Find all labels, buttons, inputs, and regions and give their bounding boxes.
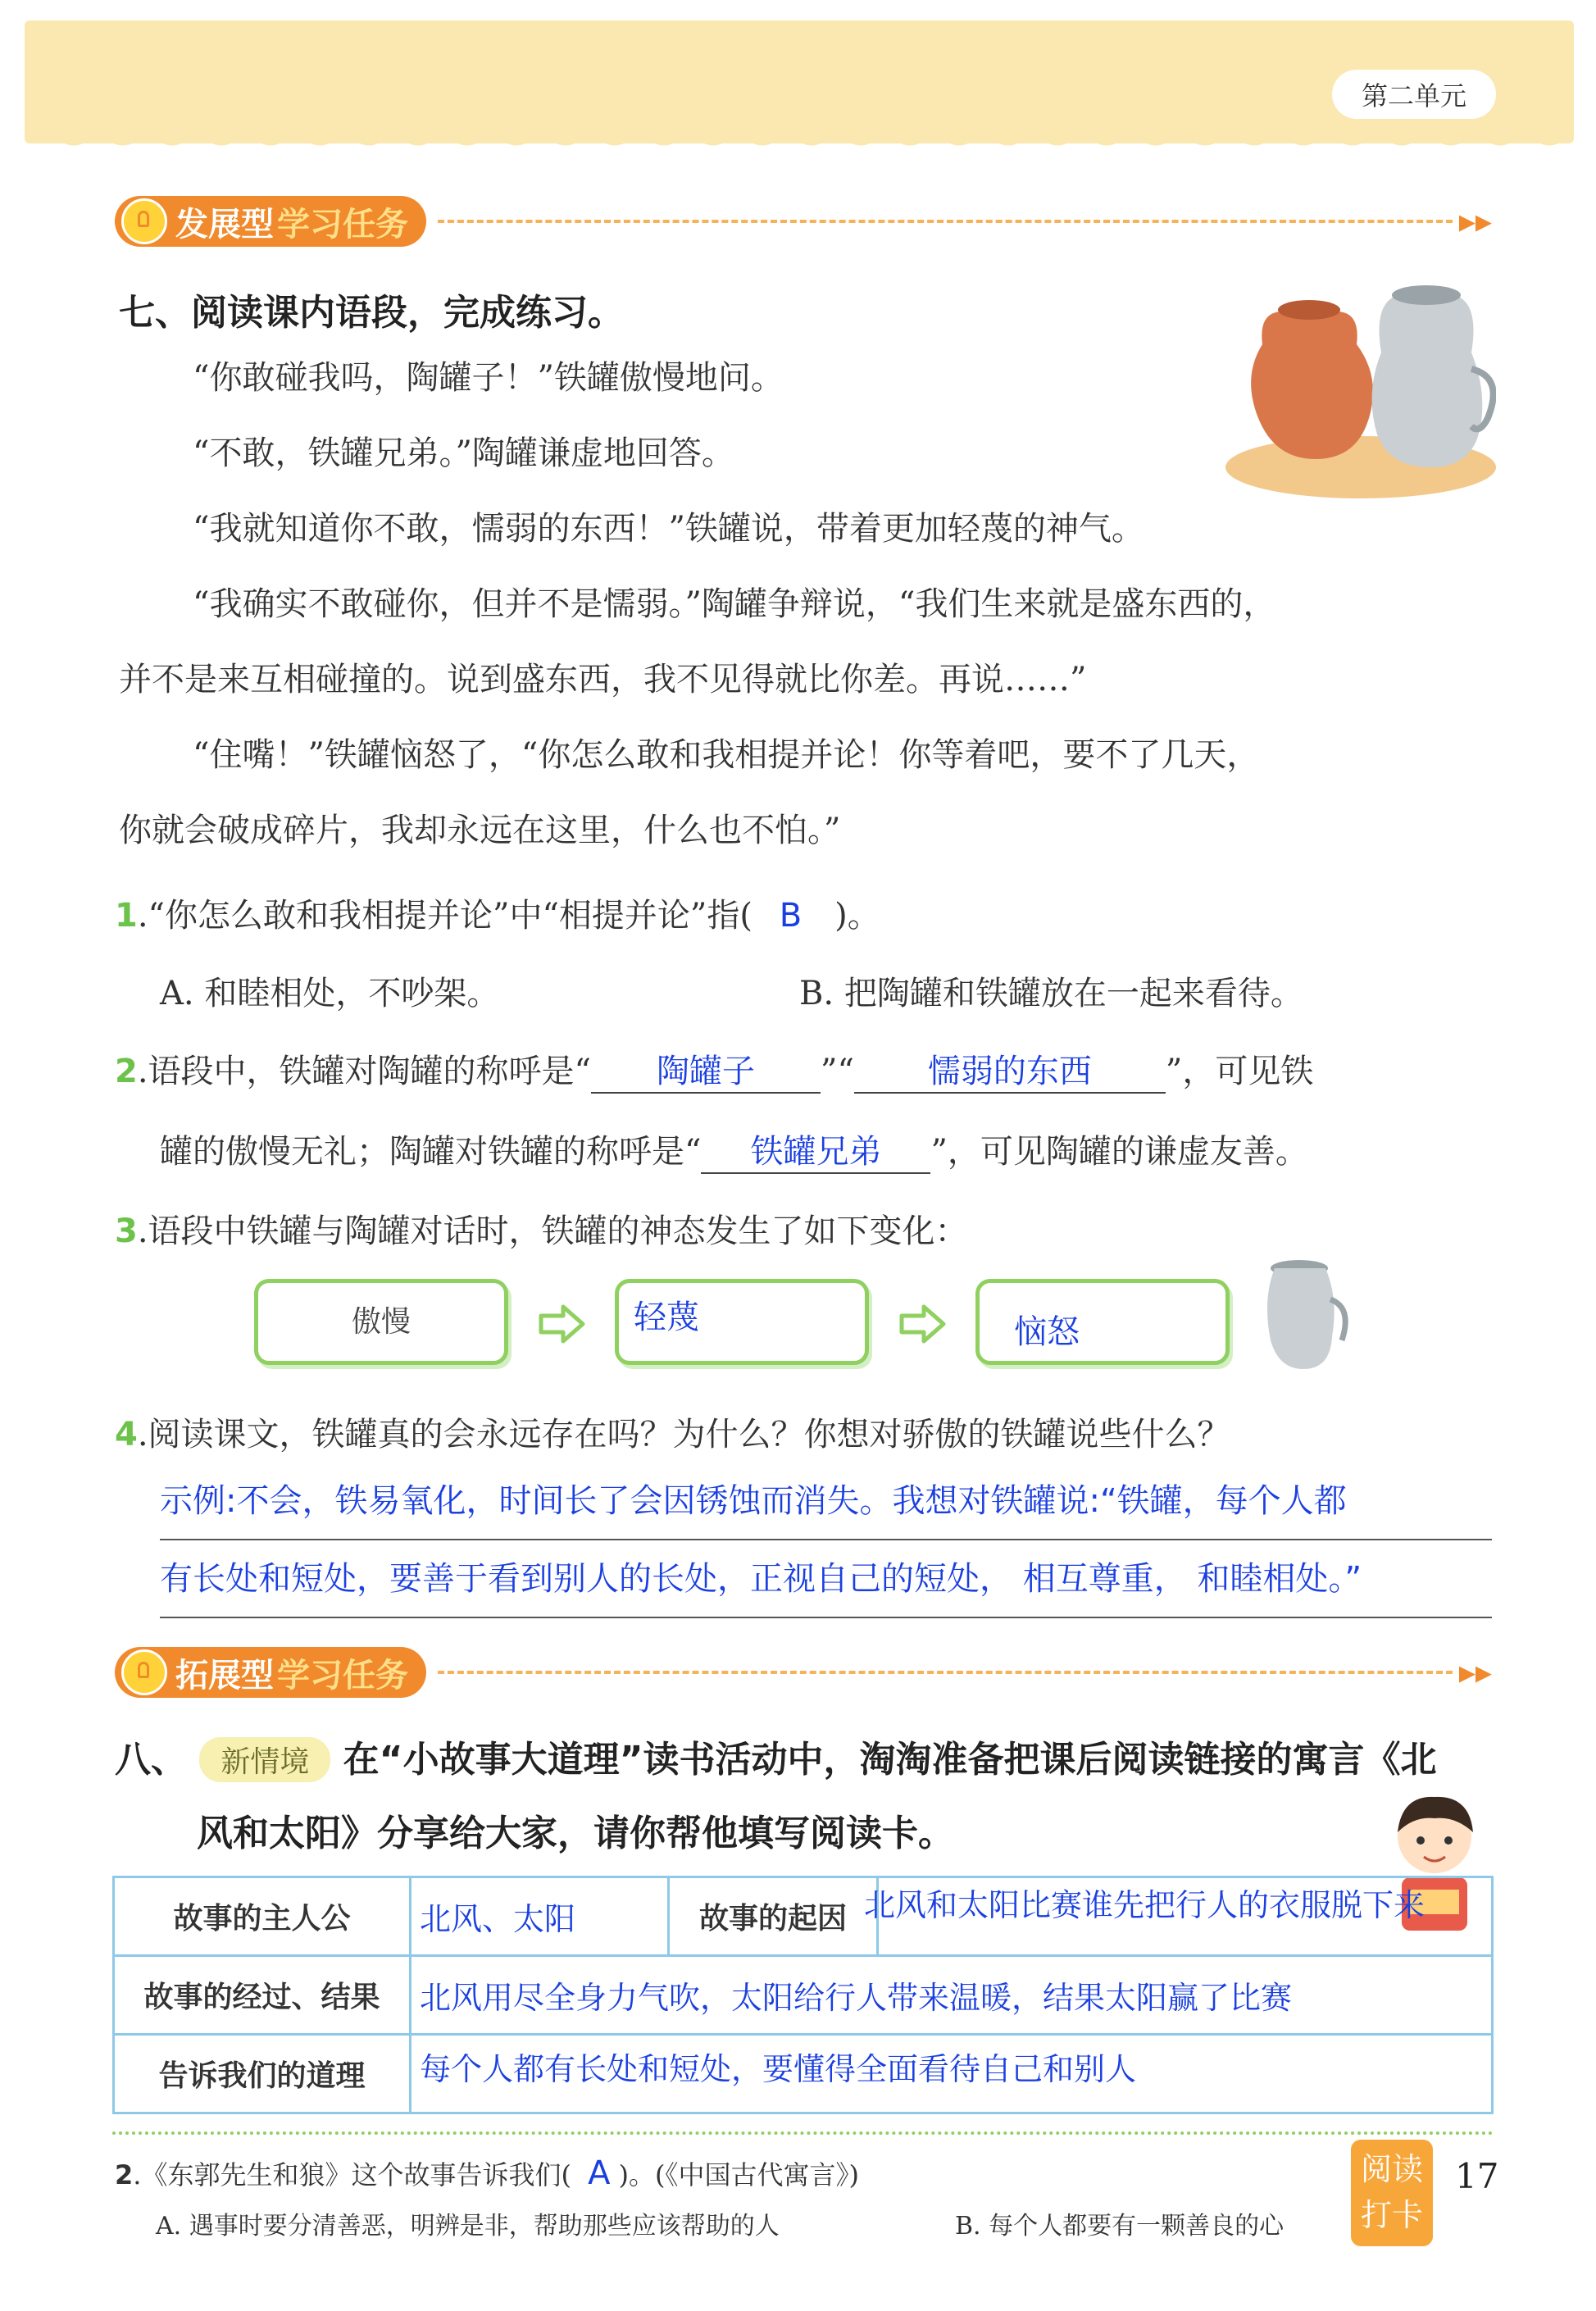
banner-pill: [115, 196, 426, 247]
answer-choice: B: [779, 897, 803, 935]
banner-title-a: 发展型: [175, 205, 274, 243]
banner-dash-line: [438, 220, 1453, 223]
option-b: B. 把陶罐和铁罐放在一起来看待。: [799, 975, 1303, 1012]
section-banner-development: [115, 193, 1492, 250]
footer-question-text-end: )。(《中国古代寓言》): [618, 2159, 859, 2190]
iron-jar-icon: [1250, 1250, 1348, 1373]
cause-cell: [864, 1877, 1493, 1956]
passage-line-1: “你敢碰我吗，陶罐子！”铁罐傲慢地问。: [193, 359, 784, 397]
footer-option-b: B. 每个人都要有一颗善良的心: [955, 2212, 1285, 2240]
table-row: [114, 1877, 1493, 1956]
question-text-end: )。: [834, 897, 880, 935]
label-protagonist: 故事的主人公: [114, 1877, 411, 1956]
page-number: 17: [1455, 2156, 1499, 2196]
answer-text: 懦弱的东西: [927, 1053, 1092, 1090]
question-3: [115, 1205, 968, 1252]
process-result-cell: [411, 1956, 1493, 2035]
double-arrow-icon: ▸▸: [1458, 1654, 1492, 1691]
passage-line-4: “我确实不敢碰你，但并不是懦弱。”陶罐争辩说，“我们生来就是盛东西的，: [193, 585, 1276, 623]
table-row: [114, 2035, 1493, 2113]
question-1: [115, 889, 880, 936]
question-number: 1: [115, 897, 138, 935]
footer-option-a: A. 遇事时要分清善恶，明辨是非，帮助那些应该帮助的人: [156, 2212, 780, 2240]
banner-dash-line: [438, 1671, 1453, 1674]
footer-divider: [112, 2131, 1494, 2135]
question-number: 3: [115, 1212, 138, 1250]
passage-line-7: 你就会破成碎片，我却永远在这里，什么也不怕。”: [119, 812, 841, 849]
question-text-end: ”，可见铁: [1165, 1053, 1314, 1090]
arrow-right-icon: [898, 1303, 947, 1344]
banner-title-b: 学习任务: [277, 205, 408, 243]
question-text-end: ”，可见陶罐的谦虚友善。: [930, 1133, 1308, 1171]
answer-text: 示例:不会，铁易氧化，时间长了会因锈蚀而消失。我想对铁罐说:“铁罐，每个人都: [160, 1482, 1347, 1520]
question-number: 2: [115, 1053, 138, 1090]
lightbulb-icon: [121, 198, 167, 244]
answer-text: 北风、太阳: [420, 1901, 576, 1937]
banner-pill: [115, 1647, 426, 1698]
answer-text: 北风用尽全身力气吹，太阳给行人带来温暖，结果太阳赢了比赛: [420, 1980, 1293, 2016]
answer-blank-3: [701, 1126, 930, 1174]
question-text-mid: ”“: [821, 1053, 854, 1090]
heading-text: 在“小故事大道理”读书活动中，淘淘准备把课后阅读链接的寓言《北: [343, 1739, 1437, 1781]
flow-box-text: 傲慢: [351, 1305, 411, 1339]
answer-line-2: [160, 1541, 1492, 1618]
double-arrow-icon: ▸▸: [1458, 202, 1492, 240]
arrow-right-icon: [537, 1303, 586, 1344]
footer-question-text: .《东郭先生和狼》这个故事告诉我们(: [133, 2159, 571, 2190]
flow-box-answer: 恼怒: [1014, 1313, 1080, 1351]
answer-blank-2: [854, 1045, 1166, 1094]
question-4: [115, 1408, 1230, 1455]
footer-question-number: 2: [115, 2159, 134, 2190]
protagonist-cell: [411, 1877, 669, 1956]
unit-label: 第二单元: [1332, 70, 1496, 119]
passage-line-2: “不敢，铁罐兄弟。”陶罐谦虚地回答。: [193, 434, 734, 472]
answer-line-1: [160, 1463, 1492, 1540]
answer-text: 铁罐兄弟: [750, 1133, 882, 1171]
flow-box-answer: 轻蔑: [634, 1299, 699, 1336]
header-wave: [25, 115, 1574, 164]
passage-line-3: “我就知道你不敢，懦弱的东西！”铁罐说，带着更加轻蔑的神气。: [193, 510, 1144, 548]
section-number: 八、: [115, 1739, 187, 1781]
option-a: A. 和睦相处，不吵架。: [160, 975, 500, 1012]
table-row: [114, 1956, 1493, 2035]
flow-box-2: [615, 1279, 869, 1365]
section7-heading: 七、阅读课内语段，完成练习。: [119, 292, 624, 334]
moral-cell: [411, 2035, 1493, 2113]
question-text: 罐的傲慢无礼；陶罐对铁罐的称呼是“: [160, 1133, 702, 1171]
question-2-line-2: [160, 1126, 1512, 1174]
section8-heading-line2: 风和太阳》分享给大家，请你帮他填写阅读卡。: [197, 1813, 954, 1854]
new-context-tag: 新情境: [199, 1737, 330, 1782]
lightbulb-icon: [121, 1649, 167, 1695]
label-process-result: 故事的经过、结果: [114, 1956, 411, 2035]
reading-card-table: [112, 1876, 1494, 2114]
question-text: .阅读课文，铁罐真的会永远存在吗？为什么？你想对骄傲的铁罐说些什么？: [137, 1416, 1230, 1453]
reading-checkin-badge: 阅读打卡: [1351, 2140, 1433, 2246]
flow-box-3: [975, 1279, 1230, 1365]
label-moral: 告诉我们的道理: [114, 2035, 411, 2113]
footer-answer: A: [588, 2154, 611, 2192]
passage-line-5: 并不是来互相碰撞的。说到盛东西，我不见得就比你差。再说……”: [119, 661, 1087, 698]
question-text: .语段中铁罐与陶罐对话时，铁罐的神态发生了如下变化：: [137, 1212, 968, 1250]
passage-line-6: “住嘴！”铁罐恼怒了，“你怎么敢和我相提并论！你等着吧，要不了几天，: [193, 736, 1260, 774]
question-2: [115, 1045, 1508, 1094]
section8-heading: [115, 1730, 1508, 1782]
question-text: .语段中，铁罐对陶罐的称呼是“: [137, 1053, 592, 1090]
answer-blank-1: [591, 1045, 821, 1094]
footer-question: [115, 2154, 859, 2192]
label-cause: 故事的起因: [669, 1877, 878, 1956]
section-banner-extension: [115, 1644, 1492, 1701]
flow-box-1: [254, 1279, 508, 1365]
answer-text: 北风和太阳比赛谁先把行人的衣服脱下来: [864, 1887, 1425, 1923]
answer-text: 陶罐子: [657, 1053, 756, 1090]
answer-text: 每个人都有长处和短处，要懂得全面看待自己和别人: [420, 2051, 1137, 2087]
question-number: 4: [115, 1416, 138, 1453]
banner-title-a: 拓展型: [175, 1656, 274, 1695]
banner-title-b: 学习任务: [277, 1656, 408, 1695]
question-text: .“你怎么敢和我相提并论”中“相提并论”指(: [137, 897, 753, 935]
answer-text: 有长处和短处，要善于看到别人的长处，正视自己的短处， 相互尊重， 和睦相处。”: [160, 1560, 1362, 1598]
